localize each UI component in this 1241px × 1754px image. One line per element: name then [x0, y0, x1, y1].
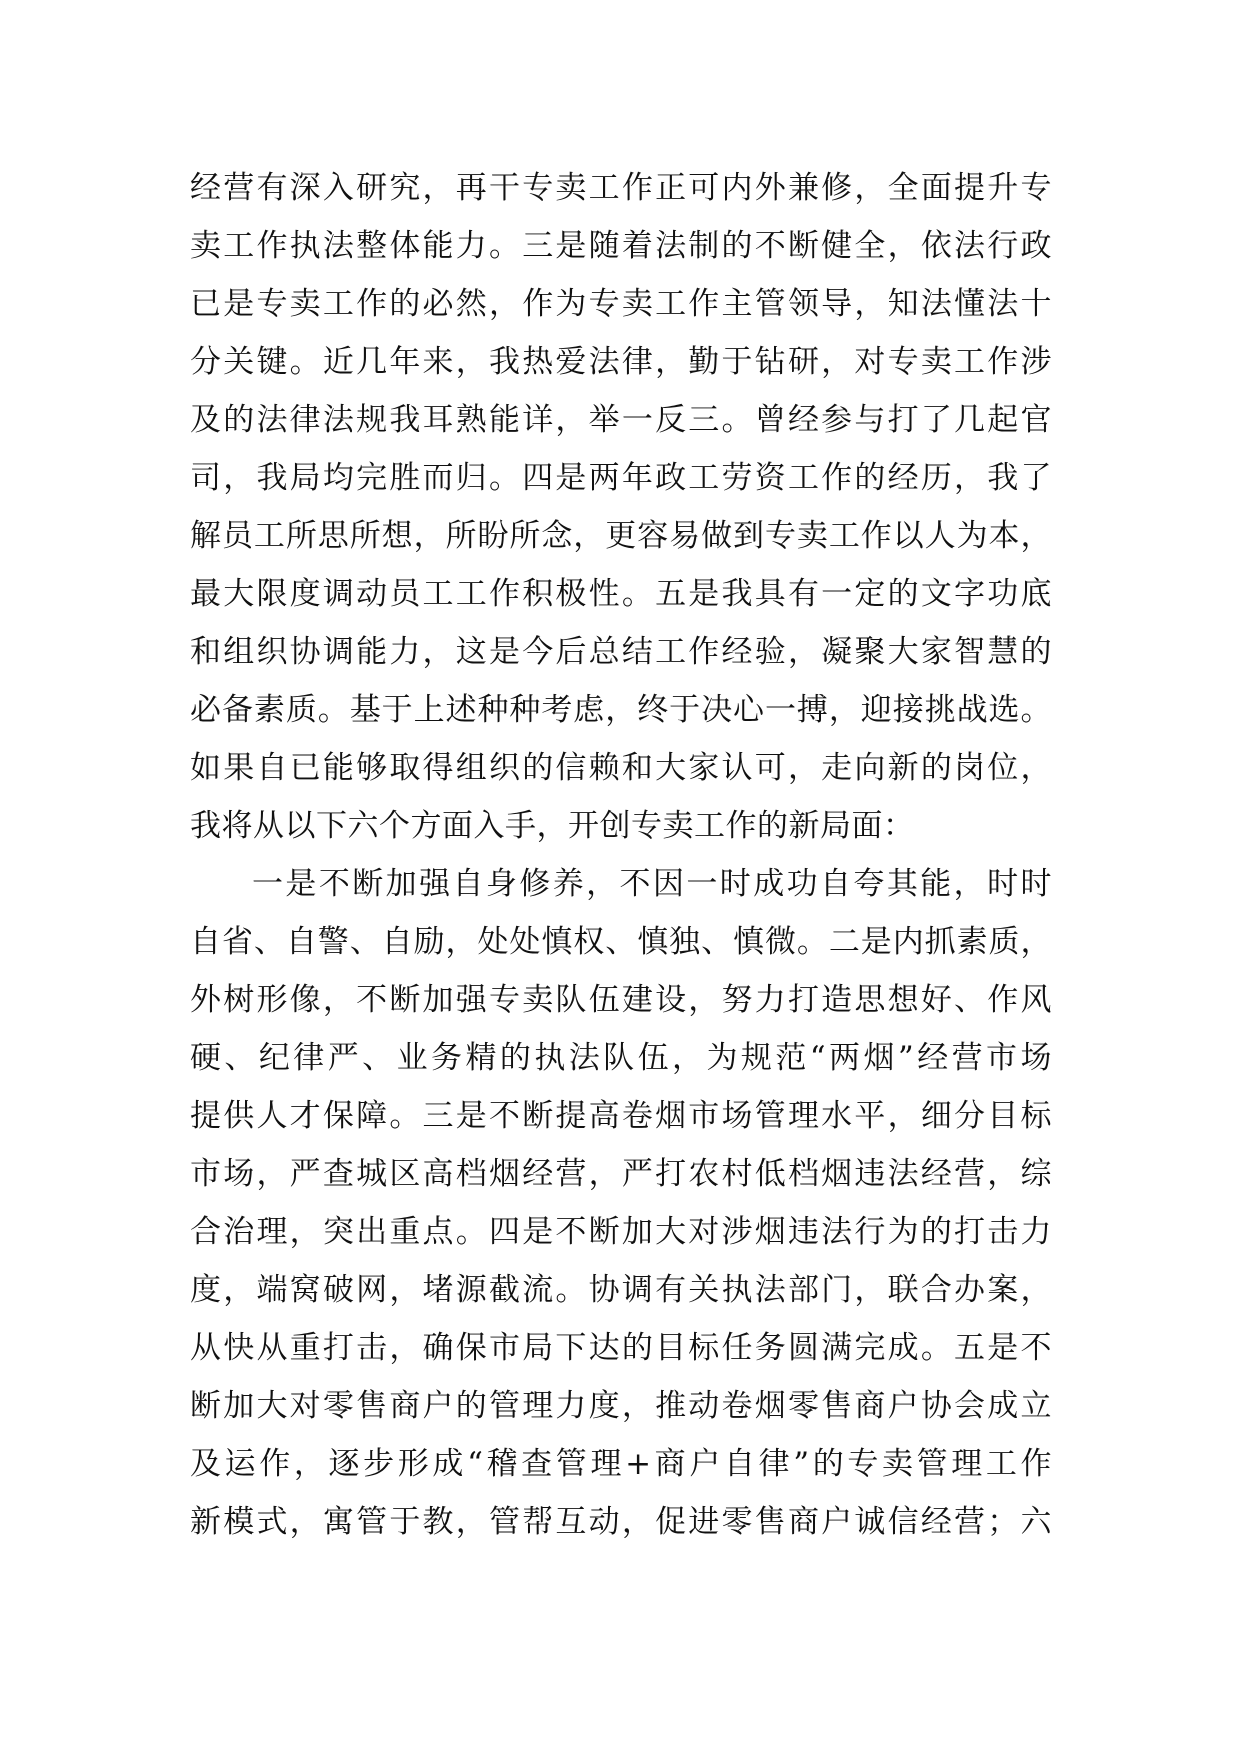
text-line: 司，我局均完胜而归。四是两年政工劳资工作的经历，我了 [190, 460, 1052, 496]
text-line: 分关键。近几年来，我热爱法律，勤于钻研，对专卖工作涉 [190, 344, 1052, 380]
text-line: 已是专卖工作的必然，作为专卖工作主管领导，知法懂法十 [190, 286, 1052, 322]
text-line: 市场，严查城区高档烟经营，严打农村低档烟违法经营，综 [190, 1156, 1052, 1192]
text-line: 一是不断加强自身修养，不因一时成功自夸其能，时时 [252, 866, 1052, 902]
text-line: 自省、自警、自励，处处慎权、慎独、慎微。二是内抓素质， [190, 924, 1052, 960]
document-body [190, 159, 1052, 1551]
text-line: 从快从重打击，确保市局下达的目标任务圆满完成。五是不 [190, 1330, 1052, 1366]
text-line: 及的法律法规我耳熟能详，举一反三。曾经参与打了几起官 [190, 402, 1052, 438]
text-line: 和组织协调能力，这是今后总结工作经验，凝聚大家智慧的 [190, 634, 1052, 670]
paragraph-1 [190, 159, 1052, 855]
text-line: 最大限度调动员工工作积极性。五是我具有一定的文字功底 [190, 576, 1052, 612]
text-line: 提供人才保障。三是不断提高卷烟市场管理水平，细分目标 [190, 1098, 1052, 1134]
text-line: 断加大对零售商户的管理力度，推动卷烟零售商户协会成立 [190, 1388, 1052, 1424]
text-line: 及运作，逐步形成“稽查管理+商户自律”的专卖管理工作 [190, 1446, 1052, 1482]
text-line: 我将从以下六个方面入手，开创专卖工作的新局面： [190, 808, 915, 844]
text-line: 新模式，寓管于教，管帮互动，促进零售商户诚信经营；六 [190, 1504, 1052, 1540]
text-line: 必备素质。基于上述种种考虑，终于决心一搏，迎接挑战选。 [190, 692, 1052, 728]
text-line: 卖工作执法整体能力。三是随着法制的不断健全，依法行政 [190, 228, 1052, 264]
text-line: 解员工所思所想，所盼所念，更容易做到专卖工作以人为本， [190, 518, 1052, 554]
text-line: 如果自已能够取得组织的信赖和大家认可，走向新的岗位， [190, 750, 1052, 786]
text-line: 度，端窝破网，堵源截流。协调有关执法部门，联合办案， [190, 1272, 1052, 1308]
paragraph-2 [190, 855, 1052, 1551]
text-line: 外树形像，不断加强专卖队伍建设，努力打造思想好、作风 [190, 982, 1052, 1018]
text-line: 经营有深入研究，再干专卖工作正可内外兼修，全面提升专 [190, 170, 1052, 206]
text-line: 合治理，突出重点。四是不断加大对涉烟违法行为的打击力 [190, 1214, 1052, 1250]
text-line: 硬、纪律严、业务精的执法队伍，为规范“两烟”经营市场 [190, 1040, 1052, 1076]
